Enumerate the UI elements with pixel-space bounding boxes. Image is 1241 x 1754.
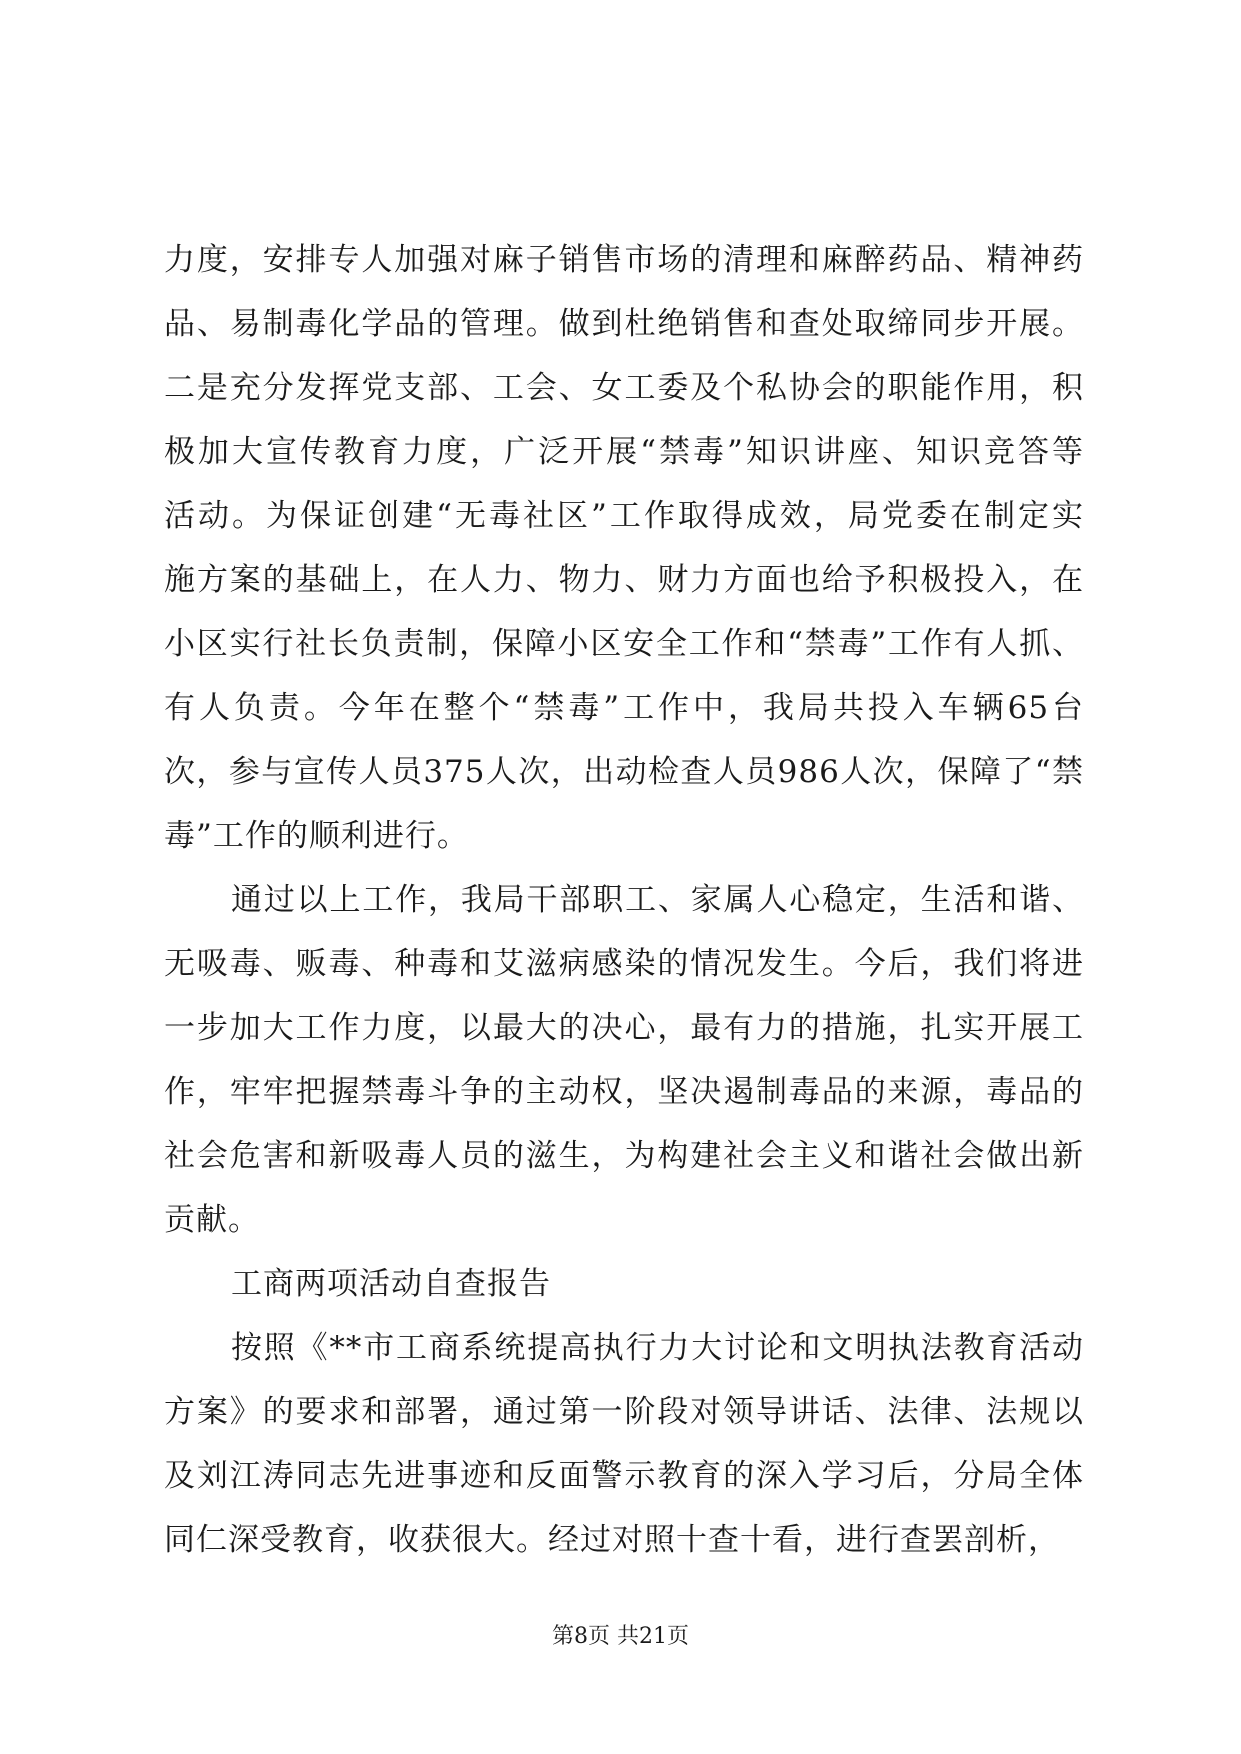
text-line: 次，参与宣传人员375人次，出动检查人员986人次，保障了“禁 <box>164 754 1084 790</box>
paragraph <box>164 228 1084 868</box>
text-line: 一步加大工作力度，以最大的决心，最有力的措施，扎实开展工 <box>164 1010 1084 1046</box>
document-body <box>164 228 1084 1572</box>
text-line: 无吸毒、贩毒、种毒和艾滋病感染的情况发生。今后，我们将进 <box>164 946 1084 982</box>
text-line: 毒”工作的顺利进行。 <box>164 818 469 854</box>
text-line: 贡献。 <box>164 1202 260 1238</box>
text-line: 按照《**市工商系统提高执行力大讨论和文明执法教育活动 <box>231 1330 1084 1366</box>
page-footer: 第8页 共21页 <box>552 1624 689 1649</box>
paragraph <box>164 1316 1084 1572</box>
text-line: 品、易制毒化学品的管理。做到杜绝销售和查处取缔同步开展。 <box>164 306 1084 342</box>
text-line: 极加大宣传教育力度，广泛开展“禁毒”知识讲座、知识竞答等 <box>164 434 1084 470</box>
text-line: 有人负责。今年在整个“禁毒”工作中，我局共投入车辆65台 <box>164 690 1084 726</box>
text-line: 力度，安排专人加强对麻子销售市场的清理和麻醉药品、精神药 <box>164 242 1084 278</box>
section-heading <box>164 1252 1084 1316</box>
text-line: 工商两项活动自查报告 <box>231 1266 551 1302</box>
paragraph <box>164 868 1084 1252</box>
text-line: 活动。为保证创建“无毒社区”工作取得成效，局党委在制定实 <box>164 498 1084 534</box>
text-line: 通过以上工作，我局干部职工、家属人心稳定，生活和谐、 <box>231 882 1084 918</box>
text-line: 社会危害和新吸毒人员的滋生，为构建社会主义和谐社会做出新 <box>164 1138 1084 1174</box>
text-line: 作，牢牢把握禁毒斗争的主动权，坚决遏制毒品的来源，毒品的 <box>164 1074 1084 1110</box>
text-line: 小区实行社长负责制，保障小区安全工作和“禁毒”工作有人抓、 <box>164 626 1084 662</box>
text-line: 同仁深受教育，收获很大。经过对照十查十看，进行查罢剖析， <box>164 1522 1060 1558</box>
text-line: 及刘江涛同志先进事迹和反面警示教育的深入学习后，分局全体 <box>164 1458 1084 1494</box>
text-line: 施方案的基础上，在人力、物力、财力方面也给予积极投入，在 <box>164 562 1084 598</box>
text-line: 方案》的要求和部署，通过第一阶段对领导讲话、法律、法规以 <box>164 1394 1084 1430</box>
text-line: 二是充分发挥党支部、工会、女工委及个私协会的职能作用，积 <box>164 370 1084 406</box>
